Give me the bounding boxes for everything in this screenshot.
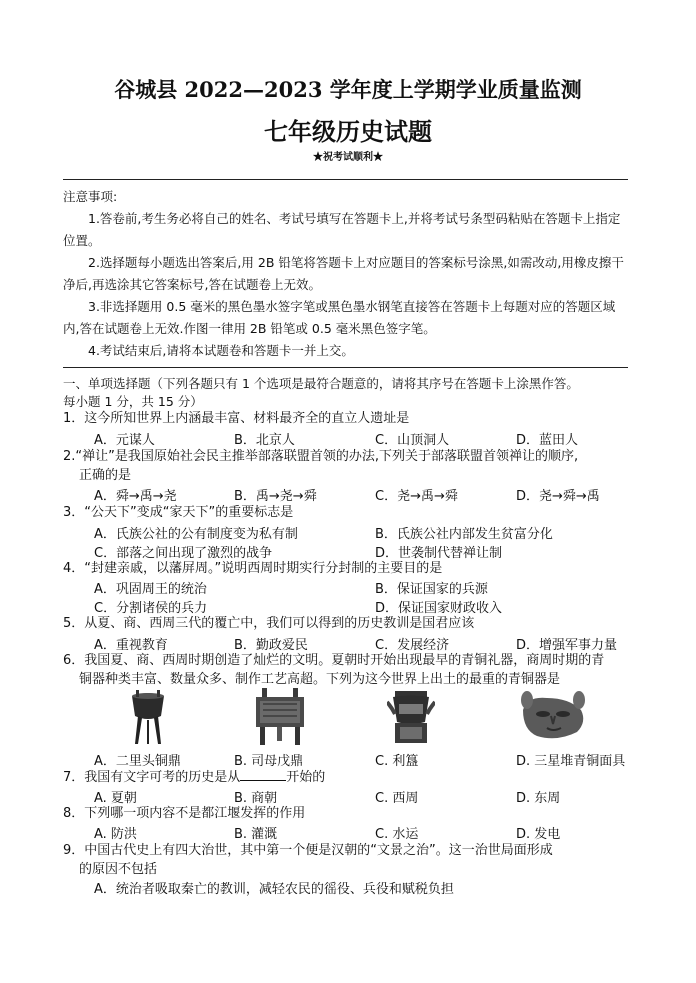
option-a[interactable]: A．元谋人	[94, 433, 155, 448]
notice-block	[63, 186, 630, 362]
simuwu-ding-image	[253, 688, 307, 746]
section-heading	[63, 375, 633, 411]
option-d[interactable]: D．世袭制代替禅让制	[375, 546, 503, 561]
question-stem: 8．下列哪一项内容不是都江堰发挥的作用	[63, 806, 306, 821]
question-6	[63, 652, 633, 689]
exam-title: 谷城县 2022—2023 学年度上学期学业质量监测	[114, 77, 582, 102]
question-4	[63, 560, 633, 579]
question-1	[63, 410, 633, 429]
question-2	[63, 448, 633, 485]
question-3	[63, 504, 633, 523]
option-d[interactable]: D．保证国家财政收入	[375, 601, 503, 616]
sanxingdui-mask-image	[517, 688, 589, 746]
question-stem-post: 开始的	[286, 770, 326, 785]
option-b[interactable]: B. 司母戊鼎	[234, 754, 304, 769]
option-c[interactable]: C. 西周	[375, 791, 419, 806]
option-d[interactable]: D. 东周	[516, 791, 561, 806]
question-stem: 3．“公天下”变成“家天下”的重要标志是	[63, 505, 294, 520]
question-stem: 2.“禅让”是我国原始社会民主推举部落联盟首领的办法,下列关于部落联盟首领禅让的顺序,	[63, 449, 579, 464]
notice-item-2: 2.选择题每小题选出答案后,用 2B 铅笔将答题卡上对应题目的答案标号涂黑,如需改动,用橡皮擦干净后,再选涂其它答案标号,答在试题卷上无效。	[63, 255, 624, 292]
option-a[interactable]: A．二里头铜鼎	[94, 754, 181, 769]
good-luck-note: ★祝考试顺利★	[313, 152, 383, 163]
option-d[interactable]: D．增强军事力量	[516, 638, 618, 653]
option-d[interactable]: D. 发电	[516, 827, 561, 842]
option-b[interactable]: B．保证国家的兵源	[375, 582, 488, 597]
question-stem-cont: 正确的是	[79, 467, 132, 483]
question-stem: 6．我国夏、商、西周时期创造了灿烂的文明。夏朝时开始出现最早的青铜礼器，商周时期的青	[63, 653, 605, 668]
answer-blank[interactable]	[240, 768, 286, 781]
question-7	[63, 768, 633, 788]
question-stem: 1．这今所知世界上内涵最丰富、材料最齐全的直立人遗址是	[63, 411, 410, 426]
option-b[interactable]: B. 灌溉	[234, 827, 278, 842]
option-c[interactable]: C. 水运	[375, 827, 419, 842]
option-a[interactable]: A．氏族公社的公有制度变为私有制	[94, 527, 298, 542]
option-d[interactable]: D．尧→舜→禹	[516, 489, 600, 504]
option-b[interactable]: B. 商朝	[234, 791, 278, 806]
divider-bottom	[63, 367, 628, 368]
option-c[interactable]: C．部落之间出现了激烈的战争	[94, 546, 273, 561]
question-stem-cont: 铜器种类丰富、数量众多、制作工艺高超。下列为这今世界上出土的最重的青铜器是	[79, 671, 561, 687]
option-a[interactable]: A. 防洪	[94, 827, 137, 842]
option-a[interactable]: A．重视教育	[94, 638, 168, 653]
notice-item-3: 3.非选择题用 0.5 毫米的黑色墨水签字笔或黑色墨水钢笔直接答在答题卡上每题对应的答题区域内,答在试题卷上无效.作图一律用 2B 铅笔或 0.5 毫米黑色签字笔。	[63, 299, 616, 336]
erlitou-ding-image	[128, 688, 168, 746]
option-d[interactable]: D. 三星堆青铜面具	[516, 754, 626, 769]
option-c[interactable]: C．尧→禹→舜	[375, 489, 458, 504]
option-a[interactable]: A．统治者吸取秦亡的教训，减轻农民的徭役、兵役和赋税负担	[94, 882, 454, 897]
question-stem: 9．中国古代史上有四大治世，其中第一个便是汉朝的“文景之治”。这一治世局面形成	[63, 843, 553, 858]
question-8	[63, 805, 633, 824]
option-b[interactable]: B．禹→尧→舜	[234, 489, 317, 504]
section-line-1: 一、单项选择题（下列各题只有 1 个选项是最符合题意的，请将其序号在答题卡上涂黑作答。	[63, 376, 579, 391]
question-9	[63, 842, 633, 879]
notice-item-4: 4.考试结束后,请将本试题卷和答题卡一并上交。	[88, 343, 354, 358]
option-c[interactable]: C．分割诸侯的兵力	[94, 601, 208, 616]
subject-title: 七年级历史试题	[264, 117, 432, 146]
question-stem: 4．“封建亲戚，以藩屏周。”说明西周时期实行分封制的主要目的是	[63, 561, 443, 576]
option-b[interactable]: B．北京人	[234, 433, 295, 448]
option-c[interactable]: C．发展经济	[375, 638, 450, 653]
option-a[interactable]: A．巩固周王的统治	[94, 582, 207, 597]
question-stem-cont: 的原因不包括	[79, 861, 158, 877]
question-stem	[63, 768, 633, 788]
option-b[interactable]: B．勤政爱民	[234, 638, 308, 653]
ligui-image	[387, 688, 435, 746]
option-a[interactable]: A．舜→禹→尧	[94, 489, 177, 504]
section-line-2: 每小题 1 分，共 15 分）	[63, 394, 203, 409]
divider-top	[63, 179, 628, 180]
option-c[interactable]: C. 利簋	[375, 754, 419, 769]
notice-item-1: 1.答卷前,考生务必将自己的姓名、考试号填写在答题卡上,并将考试号条型码粘贴在答题卡上指定位置。	[63, 211, 621, 248]
option-c[interactable]: C．山顶洞人	[375, 433, 450, 448]
notice-heading: 注意事项:	[63, 189, 118, 204]
option-b[interactable]: B．氏族公社内部发生贫富分化	[375, 527, 553, 542]
option-d[interactable]: D．蓝田人	[516, 433, 579, 448]
question-stem-pre: 7．我国有文字可考的历史是从	[63, 770, 241, 785]
question-stem: 5．从夏、商、西周三代的覆亡中，我们可以得到的历史教训是国君应该	[63, 616, 475, 631]
option-a[interactable]: A. 夏朝	[94, 791, 137, 806]
question-5	[63, 615, 633, 634]
